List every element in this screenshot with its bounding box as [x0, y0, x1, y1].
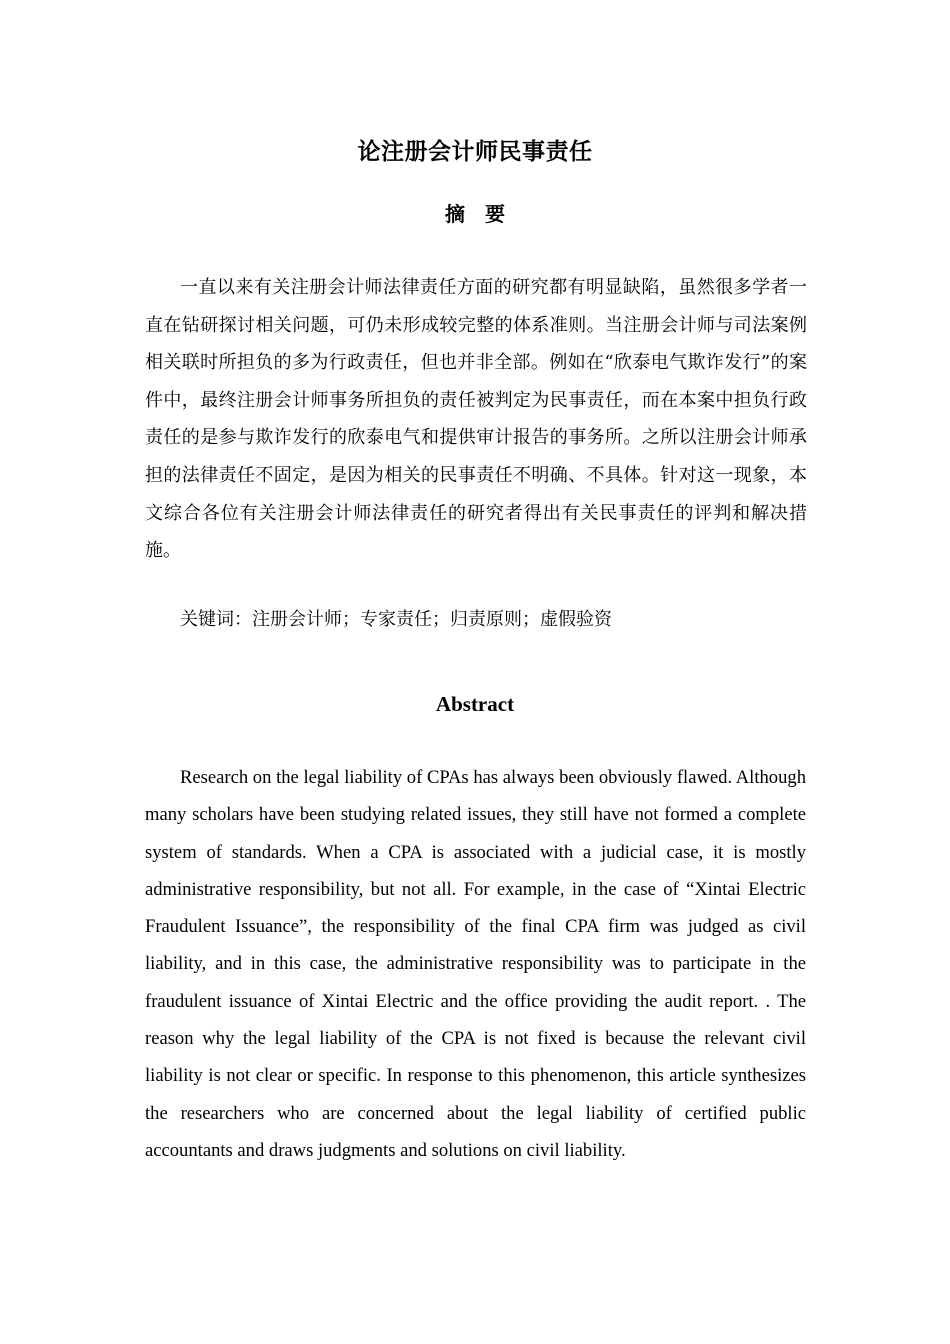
heading-char-2: 要	[485, 202, 505, 226]
chinese-abstract-paragraph: 一直以来有关注册会计师法律责任方面的研究都有明显缺陷，虽然很多学者一直在钻研探讨相关问题，可仍未形成较完整的体系准则。当注册会计师与司法案例相关联时所担负的多为行政责任，但也并非全部。例如在“欣泰电气欺诈发行”的案件中，最终注册会计师事务所担负的责任被判定为民事责任，而在本案中担负行政责任的是参与欺诈发行的欣泰电气和提供审计报告的事务所。之所以注册会计师承担的法律责任不固定，是因为相关的民事责任不明确、不具体。针对这一现象，本文综合各位有关注册会计师法律责任的研究者得出有关民事责任的评判和解决措施。	[145, 277, 807, 562]
heading-char-1: 摘	[445, 202, 465, 226]
document-title: 论注册会计师民事责任	[357, 139, 593, 165]
english-abstract-paragraph: Research on the legal liability of CPAs has always been obviously flawed. Although many scholars have been studying related issues, they still have not formed a complete system of standards. When a CPA is associated with a judicial case, it is mostly administrative responsibility, but not all. For example, in the case of “Xintai Electric Fraudulent Issuance”, the responsibility of the final CPA firm was judged as civil liability, and in this case, the administrative responsibility was to participate in the fraudulent issuance of Xintai Electric and the office providing the audit report. . The reason why the legal liability of the CPA is not fixed is because the relevant civil liability is not clear or specific. In response to this phenomenon, this article synthesizes the researchers who are concerned about the legal liability of certified public accountants and draws judgments and solutions on civil liability.	[145, 767, 806, 1161]
chinese-abstract-heading	[0, 198, 950, 230]
english-abstract-heading: Abstract	[435, 692, 515, 716]
keywords-line: 关键词：注册会计师；专家责任；归责原则；虚假验资	[180, 609, 612, 630]
